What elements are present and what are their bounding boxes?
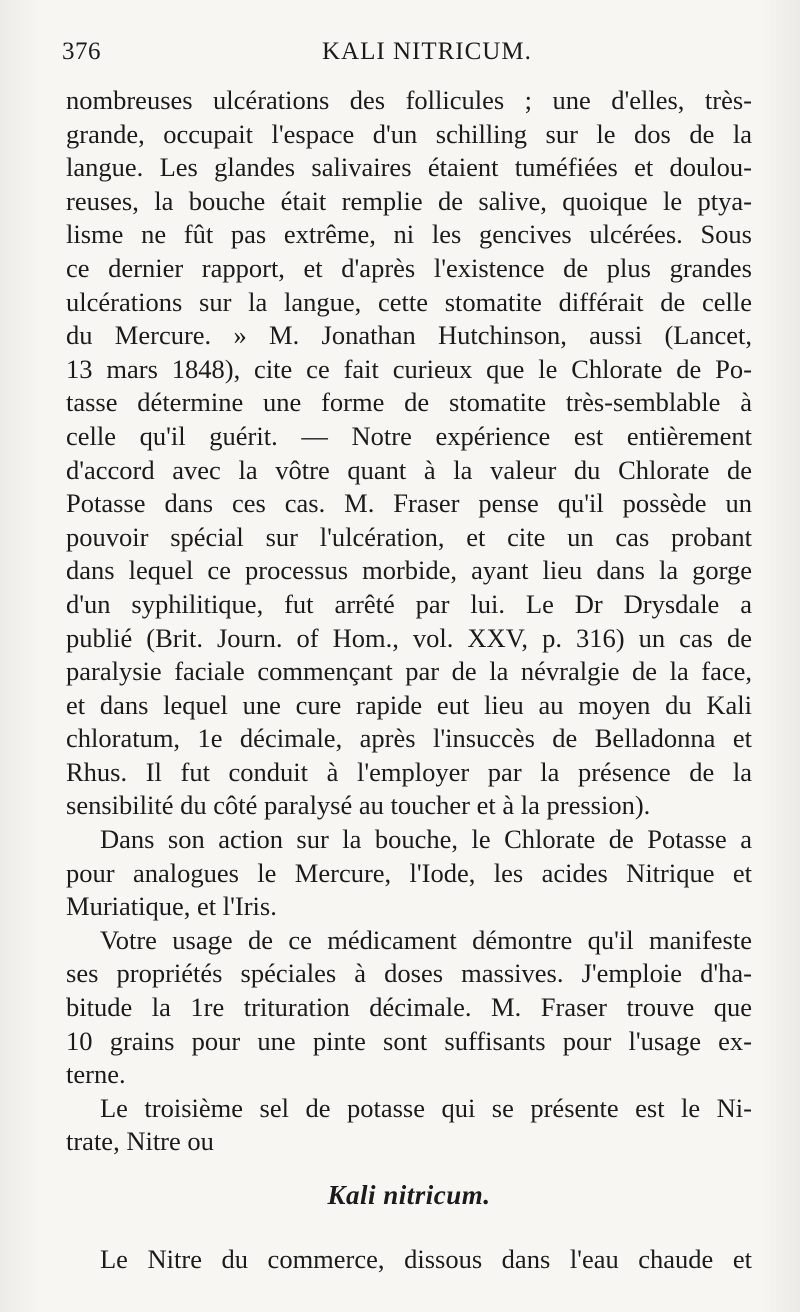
text-line: 10 grains pour une pinte sont suffisants pour l'usage ex- [66,1025,752,1056]
text-line: ce dernier rapport, et d'après l'existence de plus grandes [66,252,752,283]
section-heading: Kali nitricum. [327,1180,491,1210]
text-line: lisme ne fût pas extrême, ni les gencives ulcérées. Sous [66,219,752,250]
page-header [62,38,752,72]
text-line: nombreuses ulcérations des follicules ; une d'elles, très- [66,85,752,115]
text-line: celle qu'il guérit. — Notre expérience est entièrement [66,420,752,451]
text-line: Dans son action sur la bouche, le Chlorate de Potasse a [100,824,752,855]
text-line: langue. Les glandes salivaires étaient tuméfiées et doulou- [66,152,752,183]
text-line: d'accord avec la vôtre quant à la valeur du Chlorate de [66,454,752,485]
text-line: grande, occupait l'espace d'un schilling sur le dos de la [66,118,752,149]
text-line: et dans lequel une cure rapide eut lieu au moyen du Kali [66,689,752,720]
text-line: pouvoir spécial sur l'ulcération, et cite un cas probant [66,521,752,552]
text-line: terne. [66,1059,126,1090]
body-text [66,84,752,1277]
text-line: ulcérations sur la langue, cette stomatite différait de celle [66,286,752,317]
text-line: du Mercure. » M. Jonathan Hutchinson, aussi (Lancet, [66,320,752,351]
text-line: Le troisième sel de potasse qui se présente est le Ni- [100,1092,752,1123]
text-line: dans lequel ce processus morbide, ayant lieu dans la gorge [66,555,752,586]
text-line: Le Nitre du commerce, dissous dans l'eau chaude et [100,1244,752,1274]
text-line: chloratum, 1e décimale, après l'insuccès de Belladonna et [66,723,752,754]
text-line: Muriatique, et l'Iris. [66,891,277,922]
paragraph-4 [66,1092,752,1159]
text-line: sensibilité du côté paralysé au toucher et à la pression). [66,790,651,821]
text-line: publié (Brit. Journ. of Hom., vol. XXV, p. 316) un cas de [66,622,752,653]
text-line: paralysie faciale commençant par de la névralgie de la face, [66,656,752,687]
text-line: bitude la 1re trituration décimale. M. Fraser trouve que [66,992,752,1023]
paragraph-5 [66,1243,752,1277]
text-line: Rhus. Il fut conduit à l'employer par la présence de la [66,756,752,787]
heading-gap [66,1221,752,1243]
paragraph-1 [66,84,752,823]
text-line: d'un syphilitique, fut arrêté par lui. Le Dr Drysdale a [66,588,752,619]
text-line: ses propriétés spéciales à doses massives. J'emploie d'ha- [66,958,752,989]
text-line: tasse détermine une forme de stomatite très-semblable à [66,387,752,418]
paragraph-3 [66,924,752,1092]
text-line: Votre usage de ce médicament démontre qu'il manifeste [100,924,752,955]
page-number: 376 [62,38,101,65]
text-line: 13 mars 1848), cite ce fait curieux que le Chlorate de Po- [66,353,752,384]
text-line: trate, Nitre ou [66,1126,214,1157]
text-line: pour analogues le Mercure, l'Iode, les acides Nitrique et [66,857,752,888]
text-line: reuses, la bouche était remplie de salive, quoique le ptya- [66,185,752,216]
running-title: KALI NITRICUM. [322,38,532,65]
text-line: Potasse dans ces cas. M. Fraser pense qu'il possède un [66,488,752,519]
paragraph-2 [66,823,752,924]
